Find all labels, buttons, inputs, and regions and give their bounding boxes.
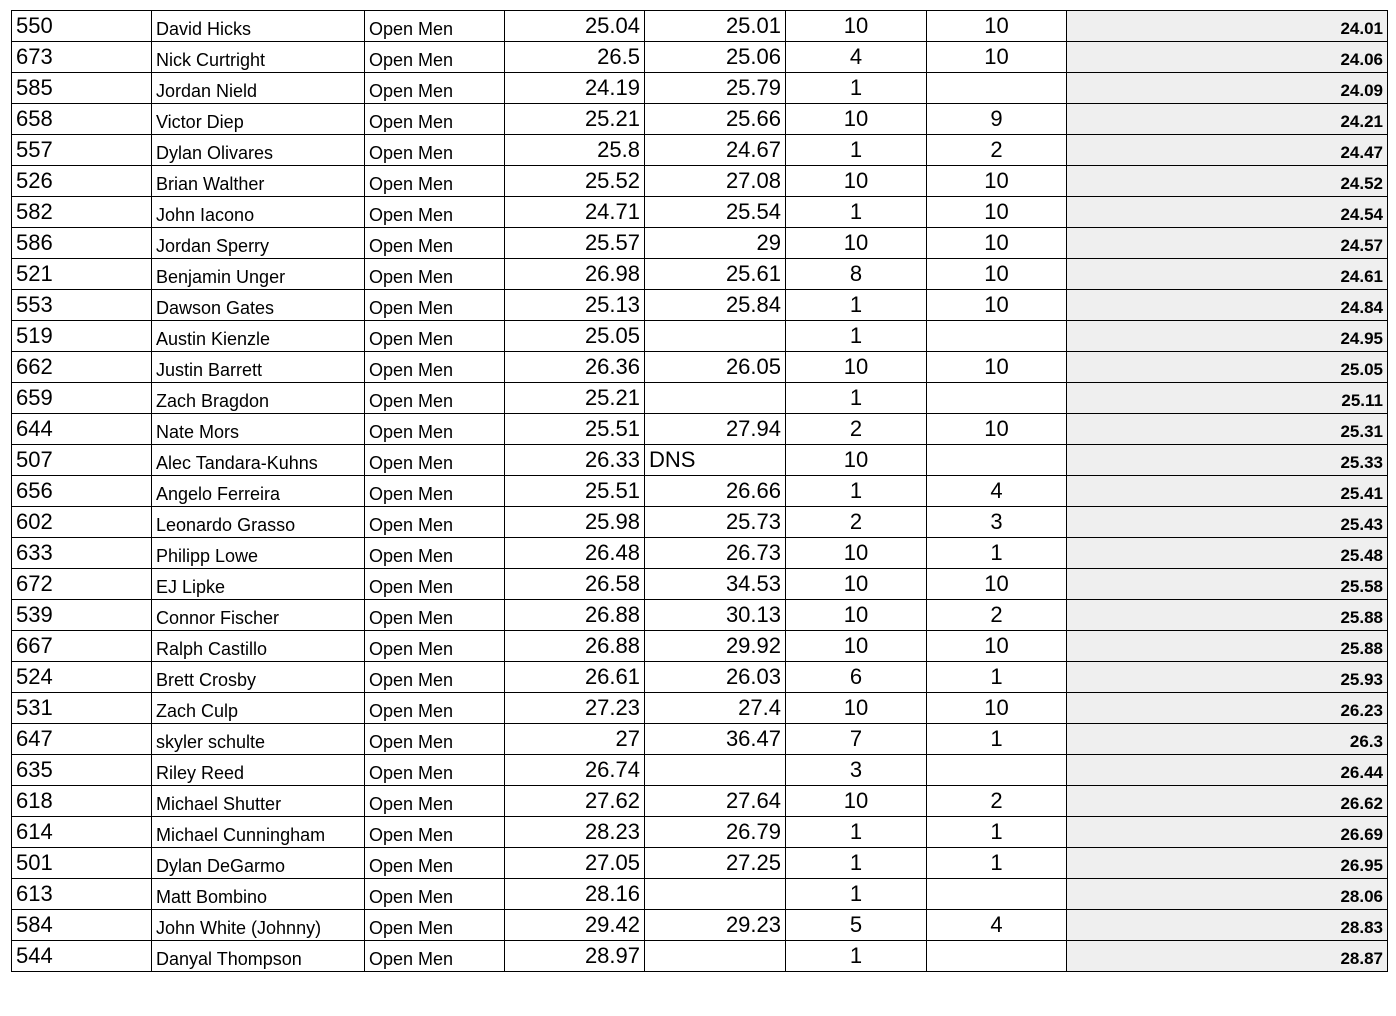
athlete-name-cell: Michael Shutter xyxy=(152,786,365,817)
athlete-name-cell: Alec Tandara-Kuhns xyxy=(152,445,365,476)
run2-time-cell xyxy=(645,755,786,786)
run1-time-cell: 26.33 xyxy=(505,445,645,476)
run2-penalty-cell: 10 xyxy=(927,228,1067,259)
run2-penalty-cell: 10 xyxy=(927,290,1067,321)
final-time-cell: 24.06 xyxy=(1067,42,1388,73)
bib-cell: 584 xyxy=(12,910,152,941)
athlete-name-cell: Philipp Lowe xyxy=(152,538,365,569)
run2-penalty-cell: 10 xyxy=(927,414,1067,445)
bib-cell: 544 xyxy=(12,941,152,972)
final-time-cell: 24.54 xyxy=(1067,197,1388,228)
table-row xyxy=(12,786,1388,817)
final-time-cell: 24.52 xyxy=(1067,166,1388,197)
bib-cell: 557 xyxy=(12,135,152,166)
run2-time-cell: 27.64 xyxy=(645,786,786,817)
category-cell: Open Men xyxy=(365,135,505,166)
athlete-name-cell: Ralph Castillo xyxy=(152,631,365,662)
table-row xyxy=(12,600,1388,631)
table-row xyxy=(12,693,1388,724)
run1-penalty-cell: 1 xyxy=(786,135,927,166)
run1-time-cell: 25.51 xyxy=(505,476,645,507)
run2-penalty-cell: 1 xyxy=(927,724,1067,755)
run2-penalty-cell: 2 xyxy=(927,600,1067,631)
run2-time-cell: 25.54 xyxy=(645,197,786,228)
run1-time-cell: 26.88 xyxy=(505,600,645,631)
athlete-name-cell: Nate Mors xyxy=(152,414,365,445)
athlete-name-cell: Dawson Gates xyxy=(152,290,365,321)
run1-time-cell: 25.98 xyxy=(505,507,645,538)
bib-cell: 667 xyxy=(12,631,152,662)
category-cell: Open Men xyxy=(365,507,505,538)
run1-penalty-cell: 8 xyxy=(786,259,927,290)
run2-time-cell: 27.4 xyxy=(645,693,786,724)
table-row xyxy=(12,228,1388,259)
run2-penalty-cell: 10 xyxy=(927,693,1067,724)
category-cell: Open Men xyxy=(365,910,505,941)
athlete-name-cell: Danyal Thompson xyxy=(152,941,365,972)
athlete-name-cell: Brett Crosby xyxy=(152,662,365,693)
final-time-cell: 25.11 xyxy=(1067,383,1388,414)
run2-penalty-cell: 9 xyxy=(927,104,1067,135)
table-row xyxy=(12,290,1388,321)
athlete-name-cell: Benjamin Unger xyxy=(152,259,365,290)
bib-cell: 633 xyxy=(12,538,152,569)
final-time-cell: 25.05 xyxy=(1067,352,1388,383)
category-cell: Open Men xyxy=(365,786,505,817)
bib-cell: 602 xyxy=(12,507,152,538)
run1-penalty-cell: 1 xyxy=(786,73,927,104)
run1-penalty-cell: 7 xyxy=(786,724,927,755)
bib-cell: 662 xyxy=(12,352,152,383)
results-table-body xyxy=(12,11,1388,972)
run2-penalty-cell: 10 xyxy=(927,42,1067,73)
category-cell: Open Men xyxy=(365,290,505,321)
table-row xyxy=(12,631,1388,662)
category-cell: Open Men xyxy=(365,352,505,383)
run1-penalty-cell: 3 xyxy=(786,755,927,786)
category-cell: Open Men xyxy=(365,631,505,662)
run1-penalty-cell: 10 xyxy=(786,11,927,42)
run2-penalty-cell xyxy=(927,383,1067,414)
run1-time-cell: 25.57 xyxy=(505,228,645,259)
run2-penalty-cell: 4 xyxy=(927,910,1067,941)
run1-penalty-cell: 10 xyxy=(786,600,927,631)
run1-penalty-cell: 1 xyxy=(786,879,927,910)
run1-time-cell: 27 xyxy=(505,724,645,755)
run2-time-cell: 25.73 xyxy=(645,507,786,538)
run1-penalty-cell: 10 xyxy=(786,228,927,259)
run2-time-cell: 24.67 xyxy=(645,135,786,166)
run2-time-cell: 25.79 xyxy=(645,73,786,104)
run2-time-cell: 27.08 xyxy=(645,166,786,197)
run2-time-cell: 27.25 xyxy=(645,848,786,879)
table-row xyxy=(12,135,1388,166)
run2-time-cell: 29 xyxy=(645,228,786,259)
run2-time-cell: 25.01 xyxy=(645,11,786,42)
run1-time-cell: 26.36 xyxy=(505,352,645,383)
athlete-name-cell: John White (Johnny) xyxy=(152,910,365,941)
athlete-name-cell: Connor Fischer xyxy=(152,600,365,631)
table-row xyxy=(12,476,1388,507)
run1-penalty-cell: 1 xyxy=(786,383,927,414)
run2-time-cell: 26.66 xyxy=(645,476,786,507)
run1-time-cell: 25.05 xyxy=(505,321,645,352)
table-row xyxy=(12,662,1388,693)
run2-time-cell: 26.03 xyxy=(645,662,786,693)
bib-cell: 507 xyxy=(12,445,152,476)
run2-penalty-cell xyxy=(927,321,1067,352)
category-cell: Open Men xyxy=(365,879,505,910)
bib-cell: 550 xyxy=(12,11,152,42)
run2-penalty-cell: 2 xyxy=(927,786,1067,817)
run1-penalty-cell: 10 xyxy=(786,166,927,197)
final-time-cell: 24.21 xyxy=(1067,104,1388,135)
run2-time-cell xyxy=(645,941,786,972)
run1-time-cell: 29.42 xyxy=(505,910,645,941)
run2-penalty-cell: 4 xyxy=(927,476,1067,507)
run1-penalty-cell: 1 xyxy=(786,817,927,848)
run1-time-cell: 27.62 xyxy=(505,786,645,817)
bib-cell: 582 xyxy=(12,197,152,228)
run1-penalty-cell: 10 xyxy=(786,631,927,662)
run2-penalty-cell: 10 xyxy=(927,352,1067,383)
category-cell: Open Men xyxy=(365,414,505,445)
run1-time-cell: 25.21 xyxy=(505,383,645,414)
bib-cell: 586 xyxy=(12,228,152,259)
athlete-name-cell: Zach Culp xyxy=(152,693,365,724)
final-time-cell: 28.83 xyxy=(1067,910,1388,941)
run2-time-cell xyxy=(645,383,786,414)
run1-time-cell: 27.05 xyxy=(505,848,645,879)
run1-time-cell: 24.71 xyxy=(505,197,645,228)
final-time-cell: 24.61 xyxy=(1067,259,1388,290)
athlete-name-cell: Zach Bragdon xyxy=(152,383,365,414)
run2-penalty-cell: 10 xyxy=(927,259,1067,290)
table-row xyxy=(12,73,1388,104)
run1-penalty-cell: 10 xyxy=(786,538,927,569)
run2-time-cell xyxy=(645,321,786,352)
run2-penalty-cell xyxy=(927,941,1067,972)
run1-time-cell: 26.5 xyxy=(505,42,645,73)
final-time-cell: 25.48 xyxy=(1067,538,1388,569)
category-cell: Open Men xyxy=(365,848,505,879)
run1-penalty-cell: 2 xyxy=(786,507,927,538)
table-row xyxy=(12,817,1388,848)
run1-time-cell: 27.23 xyxy=(505,693,645,724)
final-time-cell: 24.47 xyxy=(1067,135,1388,166)
run1-penalty-cell: 10 xyxy=(786,445,927,476)
category-cell: Open Men xyxy=(365,197,505,228)
bib-cell: 673 xyxy=(12,42,152,73)
run2-penalty-cell: 10 xyxy=(927,569,1067,600)
run1-penalty-cell: 6 xyxy=(786,662,927,693)
run1-time-cell: 26.88 xyxy=(505,631,645,662)
table-row xyxy=(12,879,1388,910)
run1-penalty-cell: 1 xyxy=(786,197,927,228)
athlete-name-cell: Victor Diep xyxy=(152,104,365,135)
athlete-name-cell: Justin Barrett xyxy=(152,352,365,383)
run2-time-cell: 25.84 xyxy=(645,290,786,321)
run2-penalty-cell: 3 xyxy=(927,507,1067,538)
category-cell: Open Men xyxy=(365,724,505,755)
run1-penalty-cell: 1 xyxy=(786,848,927,879)
final-time-cell: 26.69 xyxy=(1067,817,1388,848)
bib-cell: 531 xyxy=(12,693,152,724)
run1-time-cell: 26.98 xyxy=(505,259,645,290)
run1-time-cell: 25.8 xyxy=(505,135,645,166)
athlete-name-cell: skyler schulte xyxy=(152,724,365,755)
final-time-cell: 24.57 xyxy=(1067,228,1388,259)
run1-time-cell: 26.48 xyxy=(505,538,645,569)
final-time-cell: 26.62 xyxy=(1067,786,1388,817)
run2-penalty-cell: 1 xyxy=(927,817,1067,848)
category-cell: Open Men xyxy=(365,383,505,414)
table-row xyxy=(12,445,1388,476)
table-row xyxy=(12,352,1388,383)
run1-time-cell: 25.52 xyxy=(505,166,645,197)
final-time-cell: 25.88 xyxy=(1067,631,1388,662)
table-row xyxy=(12,724,1388,755)
run2-time-cell: 27.94 xyxy=(645,414,786,445)
final-time-cell: 28.87 xyxy=(1067,941,1388,972)
category-cell: Open Men xyxy=(365,73,505,104)
bib-cell: 501 xyxy=(12,848,152,879)
table-row xyxy=(12,941,1388,972)
table-row xyxy=(12,104,1388,135)
run2-time-cell: 36.47 xyxy=(645,724,786,755)
final-time-cell: 26.44 xyxy=(1067,755,1388,786)
bib-cell: 524 xyxy=(12,662,152,693)
run1-penalty-cell: 1 xyxy=(786,290,927,321)
table-row xyxy=(12,538,1388,569)
run1-penalty-cell: 10 xyxy=(786,693,927,724)
final-time-cell: 25.31 xyxy=(1067,414,1388,445)
run2-time-cell: 29.92 xyxy=(645,631,786,662)
table-row xyxy=(12,259,1388,290)
run1-time-cell: 26.61 xyxy=(505,662,645,693)
bib-cell: 539 xyxy=(12,600,152,631)
bib-cell: 521 xyxy=(12,259,152,290)
bib-cell: 635 xyxy=(12,755,152,786)
category-cell: Open Men xyxy=(365,600,505,631)
run2-penalty-cell: 2 xyxy=(927,135,1067,166)
run2-penalty-cell: 10 xyxy=(927,631,1067,662)
run2-time-cell: 25.61 xyxy=(645,259,786,290)
bib-cell: 659 xyxy=(12,383,152,414)
run1-penalty-cell: 1 xyxy=(786,476,927,507)
run1-time-cell: 28.16 xyxy=(505,879,645,910)
run2-time-cell: 26.05 xyxy=(645,352,786,383)
final-time-cell: 25.93 xyxy=(1067,662,1388,693)
category-cell: Open Men xyxy=(365,817,505,848)
table-row xyxy=(12,755,1388,786)
bib-cell: 672 xyxy=(12,569,152,600)
final-time-cell: 25.88 xyxy=(1067,600,1388,631)
bib-cell: 658 xyxy=(12,104,152,135)
final-time-cell: 24.84 xyxy=(1067,290,1388,321)
run1-penalty-cell: 1 xyxy=(786,321,927,352)
category-cell: Open Men xyxy=(365,662,505,693)
category-cell: Open Men xyxy=(365,755,505,786)
table-row xyxy=(12,848,1388,879)
run1-time-cell: 28.23 xyxy=(505,817,645,848)
athlete-name-cell: EJ Lipke xyxy=(152,569,365,600)
final-time-cell: 24.09 xyxy=(1067,73,1388,104)
run1-penalty-cell: 1 xyxy=(786,941,927,972)
run1-time-cell: 24.19 xyxy=(505,73,645,104)
run2-penalty-cell xyxy=(927,445,1067,476)
athlete-name-cell: Angelo Ferreira xyxy=(152,476,365,507)
run2-penalty-cell: 1 xyxy=(927,538,1067,569)
run1-penalty-cell: 10 xyxy=(786,104,927,135)
run1-time-cell: 25.21 xyxy=(505,104,645,135)
table-row xyxy=(12,42,1388,73)
category-cell: Open Men xyxy=(365,445,505,476)
run1-penalty-cell: 5 xyxy=(786,910,927,941)
run1-time-cell: 26.58 xyxy=(505,569,645,600)
athlete-name-cell: Nick Curtright xyxy=(152,42,365,73)
run2-penalty-cell xyxy=(927,73,1067,104)
athlete-name-cell: Riley Reed xyxy=(152,755,365,786)
athlete-name-cell: Dylan DeGarmo xyxy=(152,848,365,879)
category-cell: Open Men xyxy=(365,569,505,600)
bib-cell: 585 xyxy=(12,73,152,104)
final-time-cell: 26.23 xyxy=(1067,693,1388,724)
final-time-cell: 25.58 xyxy=(1067,569,1388,600)
final-time-cell: 26.95 xyxy=(1067,848,1388,879)
bib-cell: 553 xyxy=(12,290,152,321)
final-time-cell: 25.41 xyxy=(1067,476,1388,507)
bib-cell: 647 xyxy=(12,724,152,755)
run2-time-cell: 29.23 xyxy=(645,910,786,941)
table-row xyxy=(12,11,1388,42)
final-time-cell: 25.43 xyxy=(1067,507,1388,538)
run2-time-cell: 30.13 xyxy=(645,600,786,631)
run2-penalty-cell: 1 xyxy=(927,662,1067,693)
athlete-name-cell: Matt Bombino xyxy=(152,879,365,910)
table-row xyxy=(12,507,1388,538)
run2-time-cell: 34.53 xyxy=(645,569,786,600)
category-cell: Open Men xyxy=(365,693,505,724)
run2-penalty-cell xyxy=(927,879,1067,910)
bib-cell: 613 xyxy=(12,879,152,910)
run1-time-cell: 25.13 xyxy=(505,290,645,321)
run1-penalty-cell: 10 xyxy=(786,352,927,383)
category-cell: Open Men xyxy=(365,166,505,197)
run2-time-cell: DNS xyxy=(645,445,786,476)
athlete-name-cell: David Hicks xyxy=(152,11,365,42)
run2-penalty-cell xyxy=(927,755,1067,786)
table-row xyxy=(12,383,1388,414)
bib-cell: 614 xyxy=(12,817,152,848)
run1-penalty-cell: 10 xyxy=(786,786,927,817)
run2-penalty-cell: 10 xyxy=(927,166,1067,197)
final-time-cell: 25.33 xyxy=(1067,445,1388,476)
table-row xyxy=(12,321,1388,352)
category-cell: Open Men xyxy=(365,228,505,259)
category-cell: Open Men xyxy=(365,42,505,73)
run2-time-cell: 26.79 xyxy=(645,817,786,848)
run1-time-cell: 25.04 xyxy=(505,11,645,42)
run1-penalty-cell: 4 xyxy=(786,42,927,73)
run2-time-cell: 25.06 xyxy=(645,42,786,73)
category-cell: Open Men xyxy=(365,11,505,42)
run1-time-cell: 25.51 xyxy=(505,414,645,445)
category-cell: Open Men xyxy=(365,941,505,972)
table-row xyxy=(12,197,1388,228)
category-cell: Open Men xyxy=(365,538,505,569)
final-time-cell: 24.95 xyxy=(1067,321,1388,352)
athlete-name-cell: Brian Walther xyxy=(152,166,365,197)
category-cell: Open Men xyxy=(365,476,505,507)
table-row xyxy=(12,569,1388,600)
athlete-name-cell: Dylan Olivares xyxy=(152,135,365,166)
category-cell: Open Men xyxy=(365,259,505,290)
run2-time-cell: 25.66 xyxy=(645,104,786,135)
athlete-name-cell: Jordan Sperry xyxy=(152,228,365,259)
category-cell: Open Men xyxy=(365,321,505,352)
run2-time-cell xyxy=(645,879,786,910)
final-time-cell: 24.01 xyxy=(1067,11,1388,42)
table-row xyxy=(12,414,1388,445)
bib-cell: 656 xyxy=(12,476,152,507)
athlete-name-cell: Michael Cunningham xyxy=(152,817,365,848)
bib-cell: 519 xyxy=(12,321,152,352)
bib-cell: 526 xyxy=(12,166,152,197)
bib-cell: 644 xyxy=(12,414,152,445)
table-row xyxy=(12,910,1388,941)
final-time-cell: 26.3 xyxy=(1067,724,1388,755)
athlete-name-cell: Leonardo Grasso xyxy=(152,507,365,538)
athlete-name-cell: Austin Kienzle xyxy=(152,321,365,352)
athlete-name-cell: Jordan Nield xyxy=(152,73,365,104)
run2-penalty-cell: 10 xyxy=(927,11,1067,42)
run1-penalty-cell: 2 xyxy=(786,414,927,445)
run2-penalty-cell: 1 xyxy=(927,848,1067,879)
run1-time-cell: 28.97 xyxy=(505,941,645,972)
run1-time-cell: 26.74 xyxy=(505,755,645,786)
final-time-cell: 28.06 xyxy=(1067,879,1388,910)
results-table xyxy=(11,10,1388,972)
run2-time-cell: 26.73 xyxy=(645,538,786,569)
athlete-name-cell: John Iacono xyxy=(152,197,365,228)
table-row xyxy=(12,166,1388,197)
run2-penalty-cell: 10 xyxy=(927,197,1067,228)
category-cell: Open Men xyxy=(365,104,505,135)
run1-penalty-cell: 10 xyxy=(786,569,927,600)
bib-cell: 618 xyxy=(12,786,152,817)
